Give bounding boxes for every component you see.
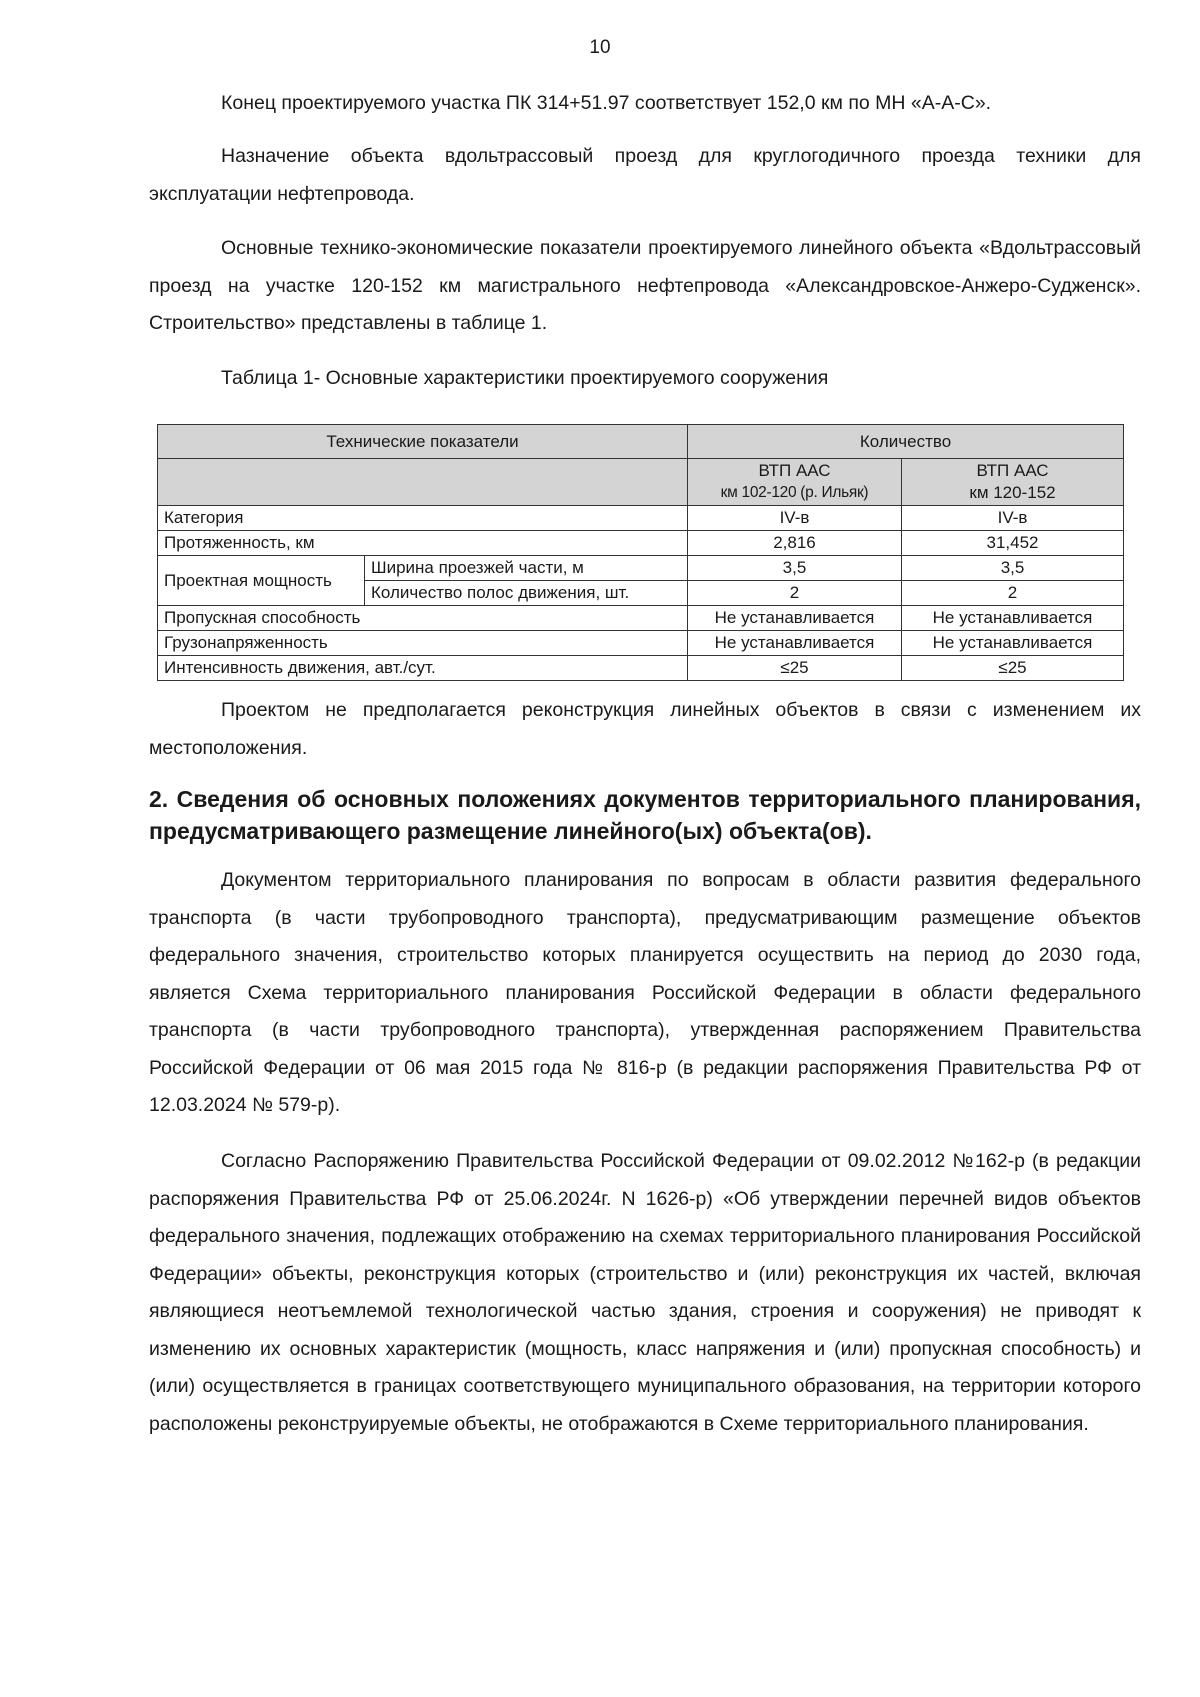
table-row — [158, 556, 1124, 581]
table-subheader-row — [158, 459, 1124, 506]
page-number: 10 — [589, 37, 611, 58]
table-caption: Таблица 1- Основные характеристики проектируемого сооружения — [221, 367, 829, 389]
row-value-2: IV-в — [902, 506, 1124, 531]
table-header-row — [158, 425, 1124, 459]
row-label: Пропускная способность — [158, 606, 688, 631]
row-label: Грузонапряженность — [158, 631, 688, 656]
table-row — [158, 531, 1124, 556]
header-column-1-line2: км 102-120 (р. Ильяк) — [720, 484, 869, 501]
table-row — [158, 656, 1124, 681]
row-value-1: 2,816 — [688, 531, 902, 556]
header-column-1 — [688, 459, 902, 506]
row-value-1: IV-в — [688, 506, 902, 531]
paragraph-planning-document: Документом территориального планирования по вопросам в области развития федерального транспорта (в части трубопроводного транспорта), предусматривающим размещение объектов федерального значения, строительство которых планируется осуществить на период до 2030 года, является Схема территориального планирования Российской Федерации в области федерального транспорта (в части трубопроводного транспорта), утвержденная распоряжением Правительства Российской Федерации от 06 мая 2015 года № 816-р (в редакции распоряжения Правительства РФ от 12.03.2024 № 579-р). — [149, 869, 1141, 1116]
row-value-2: ≤25 — [902, 656, 1124, 681]
row-label: Протяженность, км — [158, 531, 688, 556]
table-row — [158, 506, 1124, 531]
header-quantity: Количество — [688, 425, 1124, 459]
section-heading: 2. Сведения об основных положениях документов территориального планирования, предусматривающего размещение линейного(ых) объекта(ов). — [149, 786, 1141, 844]
row-group-label: Проектная мощность — [158, 556, 365, 606]
row-value-2: Не устанавливается — [902, 631, 1124, 656]
header-column-2 — [902, 459, 1124, 506]
row-value-1: 2 — [688, 581, 902, 606]
paragraph-indicators: Основные технико-экономические показатели проектируемого линейного объекта «Вдольтрассовый проезд на участке 120-152 км магистрального нефтепровода «Александровское-Анжеро-Судженск». Строительство» представлены в таблице 1. — [149, 237, 1141, 334]
paragraph-end-point: Конец проектируемого участка ПК 314+51.97 соответствует 152,0 км по МН «А-А-С». — [221, 92, 992, 114]
row-label: Ширина проезжей части, м — [365, 556, 688, 581]
table-row — [158, 606, 1124, 631]
header-column-1-line1: ВТП ААС — [758, 461, 831, 480]
header-column-2-line2: км 120-152 — [969, 483, 1056, 502]
row-value-1: Не устанавливается — [688, 631, 902, 656]
paragraph-purpose: Назначение объекта вдольтрассовый проезд для круглогодичного проезда техники для эксплуатации нефтепровода. — [149, 145, 1141, 205]
row-value-2: 3,5 — [902, 556, 1124, 581]
row-value-2: Не устанавливается — [902, 606, 1124, 631]
row-value-2: 31,452 — [902, 531, 1124, 556]
characteristics-table — [157, 424, 1124, 681]
row-value-1: 3,5 — [688, 556, 902, 581]
header-empty — [158, 459, 688, 506]
row-value-2: 2 — [902, 581, 1124, 606]
header-column-2-line1: ВТП ААС — [976, 461, 1049, 480]
row-value-1: Не устанавливается — [688, 606, 902, 631]
paragraph-no-reconstruction: Проектом не предполагается реконструкция линейных объектов в связи с изменением их местоположения. — [149, 699, 1141, 759]
row-label: Интенсивность движения, авт./сут. — [158, 656, 688, 681]
paragraph-government-order: Согласно Распоряжению Правительства Российской Федерации от 09.02.2012 №162-р (в редакции распоряжения Правительства РФ от 25.06.2024г. N 1626-р) «Об утверждении перечней видов объектов федерального значения, подлежащих отображению на схемах территориального планирования Российской Федерации» объекты, реконструкция которых (строительство и (или) реконструкция их частей, включая являющиеся неотъемлемой технологической частью здания, строения и сооружения) не приводят к изменению их основных характеристик (мощность, класс напряжения и (или) пропускная способность) и (или) осуществляется в границах соответствующего муниципального образования, на территории которого расположены реконструируемые объекты, не отображаются в Схеме территориального планирования. — [149, 1150, 1141, 1435]
row-label: Категория — [158, 506, 688, 531]
header-indicators: Технические показатели — [158, 425, 688, 459]
row-value-1: ≤25 — [688, 656, 902, 681]
table-row — [158, 631, 1124, 656]
row-label: Количество полос движения, шт. — [365, 581, 688, 606]
